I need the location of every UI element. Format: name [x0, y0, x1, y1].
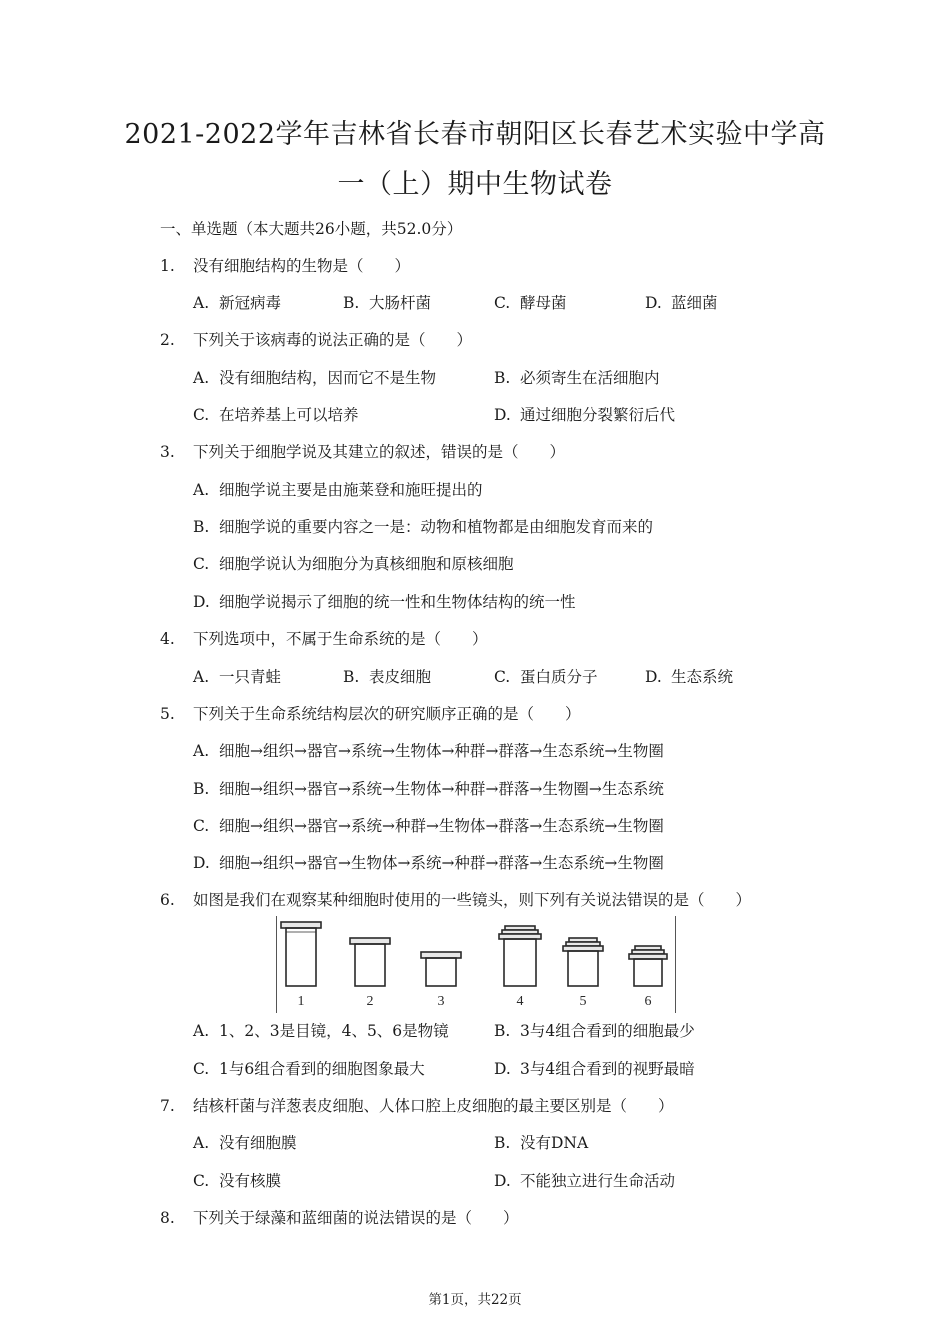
option-c: C. 没有核膜: [193, 1172, 282, 1190]
option-b: B. 3与4组合看到的细胞最少: [494, 1022, 695, 1040]
option-c: C. 细胞学说认为细胞分为真核细胞和原核细胞: [193, 555, 514, 573]
question-number: 3.: [160, 443, 175, 461]
option-a: A. 没有细胞膜: [193, 1134, 297, 1152]
question-number: 7.: [160, 1097, 175, 1115]
lens-2: [350, 938, 390, 986]
option-b: B. 表皮细胞: [343, 668, 432, 686]
section-heading: 一、单选题（本大题共26小题，共52.0分）: [160, 220, 463, 238]
question-text: 没有细胞结构的生物是（ ）: [193, 257, 411, 275]
question-number: 2.: [160, 331, 175, 349]
option-a: A. 没有细胞结构，因而它不是生物: [193, 369, 437, 387]
lens-label-1: 1: [297, 994, 305, 1009]
page-footer: 第1页，共22页: [428, 1292, 522, 1308]
lens-label-3: 3: [437, 994, 445, 1009]
question-number: 8.: [160, 1209, 175, 1227]
exam-title-line-2: 一（上）期中生物试卷: [337, 169, 613, 200]
option-d: D. 3与4组合看到的视野最暗: [494, 1060, 695, 1078]
lens-1: [281, 922, 321, 986]
lens-figure: [276, 916, 676, 1013]
option-a: A. 细胞学说主要是由施莱登和施旺提出的: [193, 481, 483, 499]
option-c: C. 细胞→组织→器官→系统→种群→生物体→群落→生态系统→生物圈: [193, 817, 664, 835]
lens-label-5: 5: [579, 994, 587, 1009]
question-number: 5.: [160, 705, 175, 723]
option-b: B. 细胞学说的重要内容之一是：动物和植物都是由细胞发育而来的: [193, 518, 654, 536]
option-a: A. 新冠病毒: [193, 294, 282, 312]
option-c: C. 在培养基上可以培养: [193, 406, 359, 424]
lens-6: [629, 946, 667, 986]
option-b: B. 细胞→组织→器官→系统→生物体→种群→群落→生物圈→生态系统: [193, 780, 664, 798]
option-d: D. 生态系统: [645, 668, 734, 686]
question-text: 下列关于绿藻和蓝细菌的说法错误的是（ ）: [193, 1209, 519, 1227]
option-c: C. 酵母菌: [494, 294, 567, 312]
option-c: C. 1与6组合看到的细胞图象最大: [193, 1060, 425, 1078]
lens-3: [421, 952, 461, 986]
option-b: B. 没有DNA: [494, 1134, 589, 1152]
lens-label-2: 2: [366, 994, 374, 1009]
lens-figure-drawing: [277, 916, 675, 1013]
option-b: B. 必须寄生在活细胞内: [494, 369, 660, 387]
option-b: B. 大肠杆菌: [343, 294, 432, 312]
option-a: A. 1、2、3是目镜，4、5、6是物镜: [193, 1022, 449, 1040]
question-number: 4.: [160, 630, 175, 648]
option-d: D. 不能独立进行生命活动: [494, 1172, 676, 1190]
lens-4: [499, 926, 541, 986]
exam-title-line-1: 2021-2022学年吉林省长春市朝阳区长春艺术实验中学高: [124, 119, 826, 150]
lens-label-6: 6: [644, 994, 652, 1009]
question-text: 下列关于细胞学说及其建立的叙述，错误的是（ ）: [193, 443, 566, 461]
question-text: 下列关于生命系统结构层次的研究顺序正确的是（ ）: [193, 705, 581, 723]
question-text: 下列选项中，不属于生命系统的是（ ）: [193, 630, 488, 648]
question-number: 1.: [160, 257, 175, 275]
option-d: D. 细胞学说揭示了细胞的统一性和生物体结构的统一性: [193, 593, 576, 611]
option-a: A. 细胞→组织→器官→系统→生物体→种群→群落→生态系统→生物圈: [193, 742, 664, 760]
option-d: D. 细胞→组织→器官→生物体→系统→种群→群落→生态系统→生物圈: [193, 854, 664, 872]
option-a: A. 一只青蛙: [193, 668, 282, 686]
lens-5: [563, 938, 603, 986]
question-text: 结核杆菌与洋葱表皮细胞、人体口腔上皮细胞的最主要区别是（ ）: [193, 1097, 674, 1115]
question-text: 如图是我们在观察某种细胞时使用的一些镜头，则下列有关说法错误的是（ ）: [193, 891, 752, 909]
question-number: 6.: [160, 891, 175, 909]
option-d: D. 蓝细菌: [645, 294, 718, 312]
question-text: 下列关于该病毒的说法正确的是（ ）: [193, 331, 473, 349]
option-d: D. 通过细胞分裂繁衍后代: [494, 406, 676, 424]
lens-label-4: 4: [516, 994, 524, 1009]
option-c: C. 蛋白质分子: [494, 668, 598, 686]
